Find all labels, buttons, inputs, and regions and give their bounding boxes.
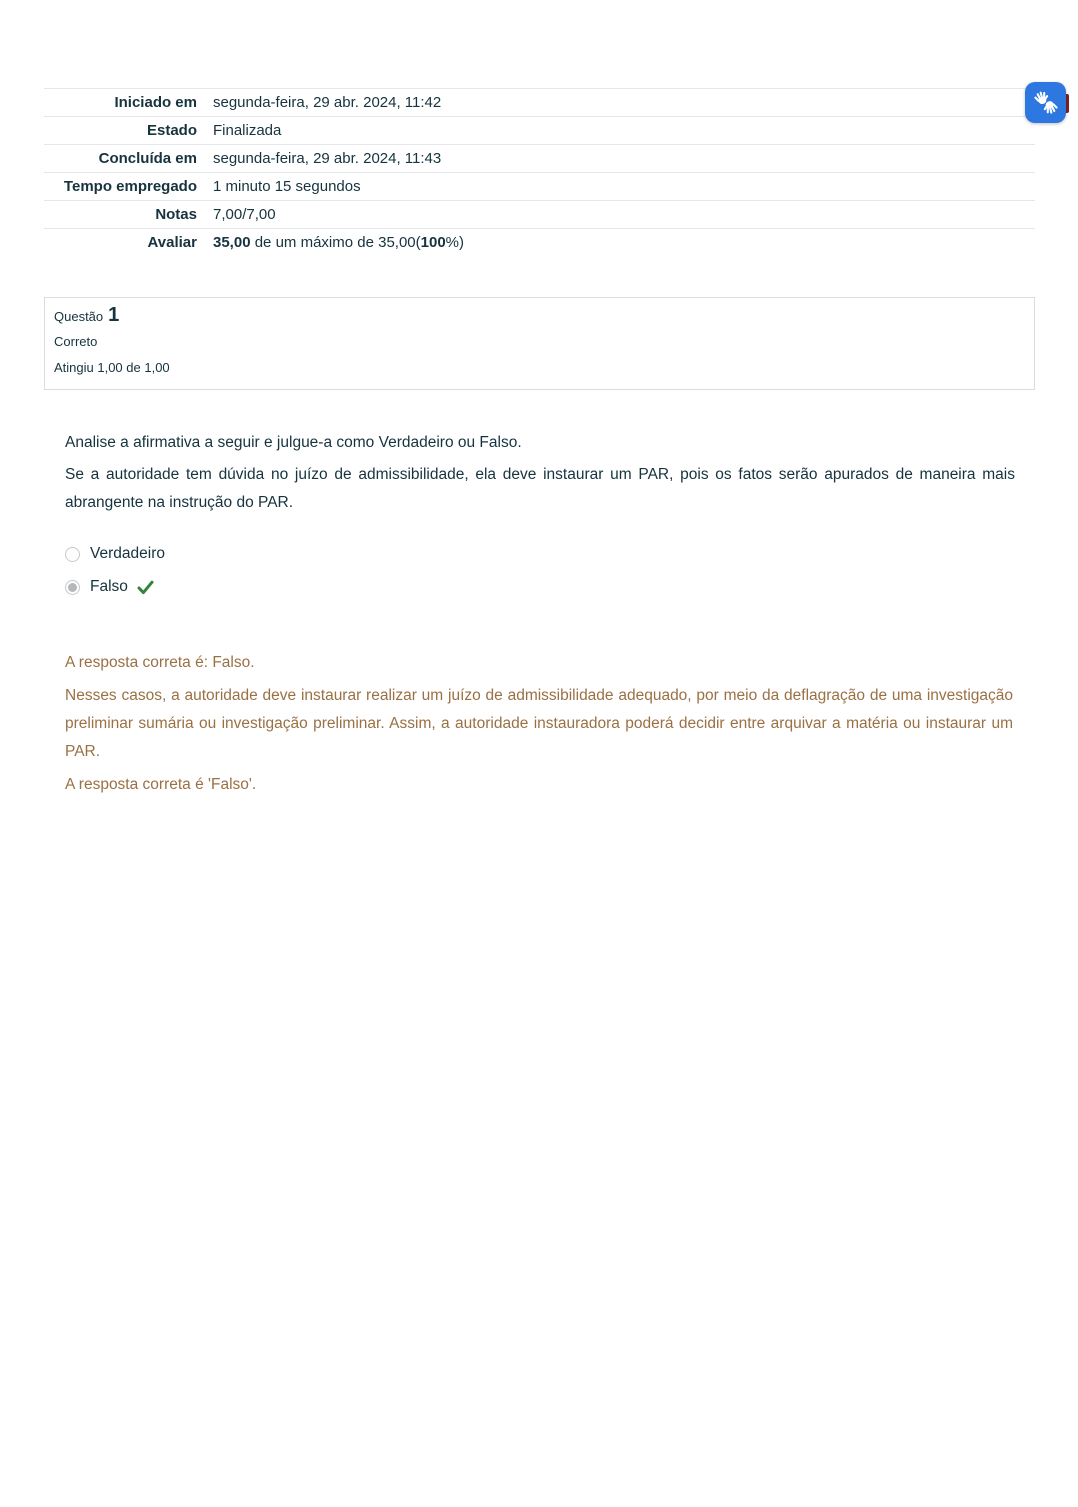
answer-options bbox=[65, 540, 165, 606]
feedback-answer-quote: A resposta correta é 'Falso'. bbox=[65, 776, 257, 793]
feedback-correct-answer: A resposta correta é: Falso. bbox=[65, 654, 255, 671]
grade-mid-text: de um máximo de 35,00( bbox=[250, 234, 421, 251]
summary-row-started bbox=[44, 88, 1035, 116]
summary-row-completed bbox=[44, 144, 1035, 172]
correct-check-icon bbox=[137, 580, 154, 595]
question-number-row bbox=[54, 304, 1025, 327]
summary-grade-value bbox=[213, 232, 464, 253]
summary-value: 7,00/7,00 bbox=[213, 206, 276, 223]
grade-points: 35,00 bbox=[213, 234, 251, 251]
radio-verdadeiro[interactable] bbox=[65, 547, 80, 562]
summary-label: Avaliar bbox=[147, 234, 197, 251]
summary-label: Tempo empregado bbox=[63, 178, 197, 195]
option-label: Verdadeiro bbox=[90, 545, 165, 562]
summary-value: Finalizada bbox=[213, 122, 282, 139]
radio-falso[interactable] bbox=[65, 580, 80, 595]
question-points: Atingiu 1,00 de 1,00 bbox=[54, 360, 170, 375]
summary-row-grade bbox=[44, 228, 1035, 256]
summary-value: segunda-feira, 29 abr. 2024, 11:43 bbox=[213, 150, 442, 167]
summary-value: segunda-feira, 29 abr. 2024, 11:42 bbox=[213, 94, 442, 111]
question-statement: Se a autoridade tem dúvida no juízo de admissibilidade, ela deve instaurar um PAR, pois os fatos serão apurados de maneira mais abrangente na instrução do PAR. bbox=[65, 466, 1015, 511]
summary-row-time-taken bbox=[44, 172, 1035, 200]
question-info-box bbox=[44, 297, 1035, 390]
attempt-summary-table bbox=[44, 88, 1035, 256]
question-body bbox=[65, 429, 1015, 521]
grade-percent: 100 bbox=[420, 234, 446, 251]
question-feedback bbox=[65, 649, 1013, 804]
option-falso[interactable] bbox=[65, 573, 165, 601]
question-label: Questão bbox=[54, 309, 104, 324]
question-status: Correto bbox=[54, 334, 98, 349]
question-number: 1 bbox=[108, 304, 120, 326]
summary-label: Estado bbox=[146, 122, 197, 139]
libras-hands-icon bbox=[1029, 86, 1063, 120]
feedback-explanation: Nesses casos, a autoridade deve instaurar realizar um juízo de admissibilidade adequado, por meio da deflagração de uma investigação preliminar sumária ou investigação preliminar. Assim, a autoridade instauradora poderá decidir entre arquivar a matéria ou instaurar um PAR. bbox=[65, 687, 1013, 760]
option-label: Falso bbox=[90, 578, 128, 595]
option-verdadeiro[interactable] bbox=[65, 540, 165, 568]
summary-label: Iniciado em bbox=[114, 94, 197, 111]
grade-suffix: %) bbox=[445, 234, 465, 251]
summary-label: Concluída em bbox=[98, 150, 197, 167]
summary-row-state bbox=[44, 116, 1035, 144]
summary-row-marks bbox=[44, 200, 1035, 228]
summary-label: Notas bbox=[155, 206, 197, 223]
summary-value: 1 minuto 15 segundos bbox=[213, 178, 361, 195]
question-prompt: Analise a afirmativa a seguir e julgue-a como Verdadeiro ou Falso. bbox=[65, 434, 522, 451]
handtalk-libras-button[interactable] bbox=[1025, 82, 1066, 123]
